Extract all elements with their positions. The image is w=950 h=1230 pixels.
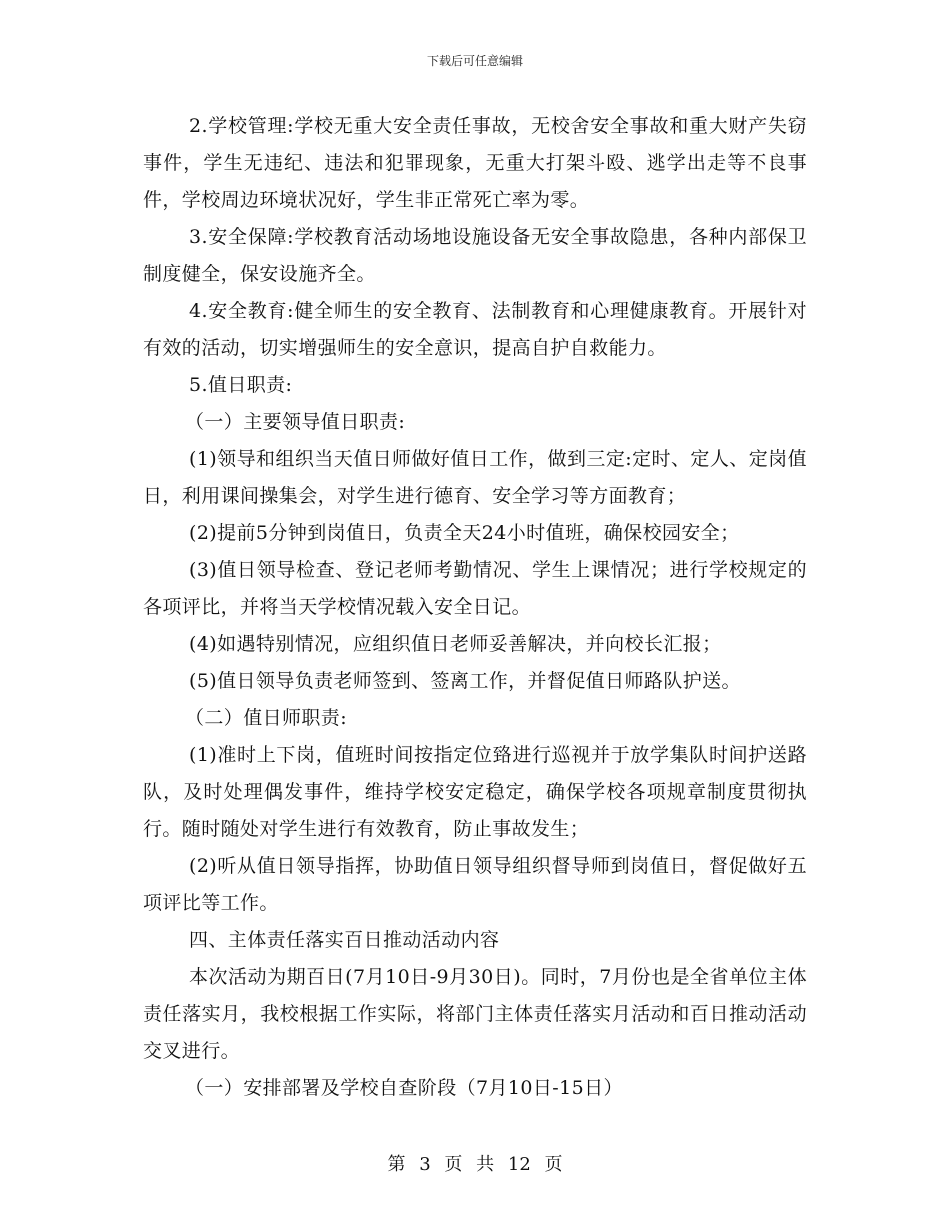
page-footer xyxy=(0,1153,950,1177)
paragraph-teacher-duty-2: (2)听从值日领导指挥，协助值日领导组织督导师到岗值日，督促做好五项评比等工作。 xyxy=(143,855,807,914)
footer-page-current: 3 xyxy=(419,1154,431,1175)
paragraph-school-management: 2.学校管理:学校无重大安全责任事故，无校舍安全事故和重大财产失窃事件，学生无违纪、违法和犯罪现象，无重大打架斗殴、逃学出走等不良事件，学校周边环境状况好，学生非正常死亡率为零。 xyxy=(143,115,807,211)
paragraph-leader-duty-5: (5)值日领导负责老师签到、签离工作，并督促值日师路队护送。 xyxy=(189,670,741,692)
paragraph-phase-one-heading: （一）安排部署及学校自查阶段（7月10日-15日） xyxy=(185,1077,623,1099)
section-heading-four: 四、主体责任落实百日推动活动内容 xyxy=(189,929,500,951)
footer-prefix: 第 xyxy=(387,1154,406,1175)
paragraph-safety-guarantee: 3.安全保障:学校教育活动场地设施设备无安全事故隐患，各种内部保卫制度健全，保安设施齐全。 xyxy=(143,226,807,285)
paragraph-leader-duty-1: (1)领导和组织当天值日师做好值日工作，做到三定:定时、定人、定岗值日，利用课间操集会，对学生进行德育、安全学习等方面教育； xyxy=(143,448,807,507)
page-header xyxy=(0,53,950,69)
paragraph-teacher-duty-1: (1)准时上下岗，值班时间按指定位臵进行巡视并于放学集队时间护送路队，及时处理偶发事件，维持学校安定稳定，确保学校各项规章制度贯彻执行。随时随处对学生进行有效教育，防止事故发生； xyxy=(143,744,807,840)
paragraph-leader-duty-4: (4)如遇特别情况，应组织值日老师妥善解决，并向校长汇报； xyxy=(189,633,722,655)
paragraph-safety-education: 4.安全教育:健全师生的安全教育、法制教育和心理健康教育。开展针对有效的活动，切实增强师生的安全意识，提高自护自救能力。 xyxy=(143,300,807,359)
paragraph-duty-heading: 5.值日职责: xyxy=(189,374,293,396)
paragraph-leader-duty-heading: （一）主要领导值日职责: xyxy=(185,411,406,433)
paragraph-teacher-duty-heading: （二）值日师职责: xyxy=(185,707,348,729)
footer-mid1: 页 xyxy=(444,1154,463,1175)
footer-page-total: 12 xyxy=(507,1154,531,1175)
header-text: 下载后可任意编辑 xyxy=(426,54,523,68)
footer-mid2: 共 xyxy=(476,1154,495,1175)
paragraph-leader-duty-2: (2)提前5分钟到岗值日，负责全天24小时值班，确保校园安全； xyxy=(189,522,740,544)
paragraph-activity-period: 本次活动为期百日(7月10日-9月30日)。同时，7月份也是全省单位主体责任落实月，我校根据工作实际，将部门主体责任落实月活动和百日推动活动交叉进行。 xyxy=(143,966,807,1062)
paragraph-leader-duty-3: (3)值日领导检查、登记老师考勤情况、学生上课情况；进行学校规定的各项评比，并将当天学校情况载入安全日记。 xyxy=(143,559,807,618)
footer-suffix: 页 xyxy=(544,1154,563,1175)
document-body xyxy=(143,108,807,1107)
